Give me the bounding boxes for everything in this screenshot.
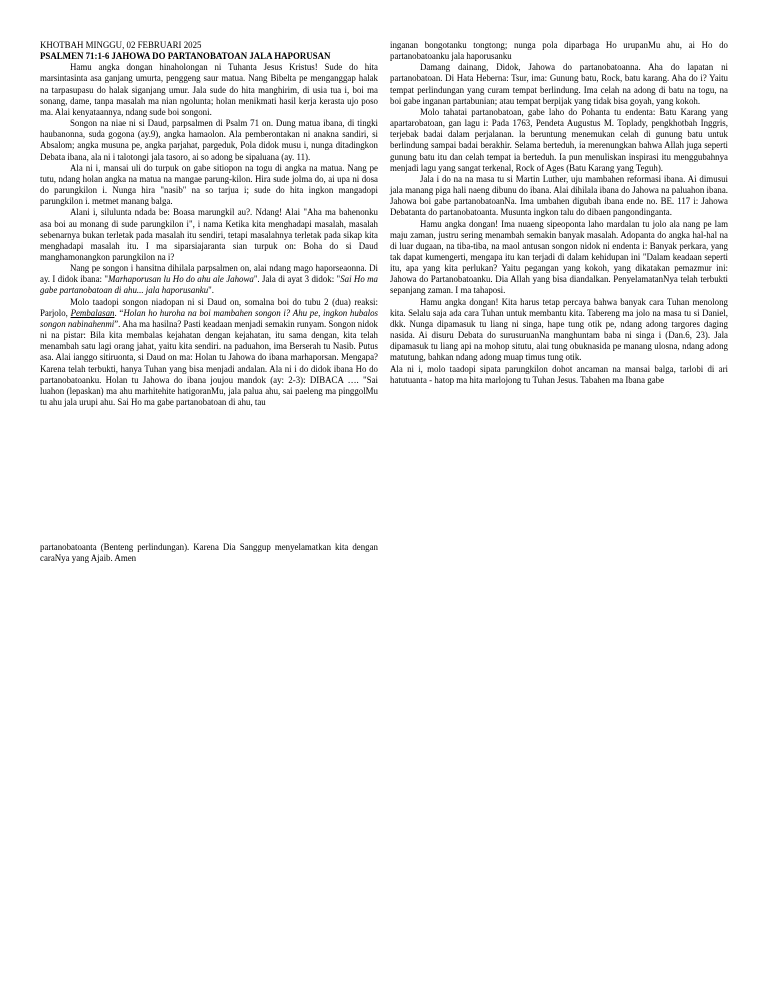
paragraph: Ala ni i, mansai uli do turpuk on gabe sitiopon na togu di angka na matua. Nang pe tutu, ndang holan angka na matua na mangae parung-kilon. Hira sude jolma do, ai upa ni dosa do parungkilon i. Nunga hira "nasib" na so tarjua i; sude do hita ingkon mangadopi parungkilon i. metmet manang balga. [40,162,378,207]
underlined-term: Pembalasan [70,307,115,318]
date-line: KHOTBAH MINGGU, 02 FEBRUARI 2025 [40,40,202,50]
quote-italic: Holan ho huroha na boi mambahen songon i? Ahu pe, ingkon hubalos songon nabinahenmi [40,307,379,329]
paragraph: Hamu angka dongan! Kita harus tetap percaya bahwa banyak cara Tuhan menolong kita. Selalu saja ada cara Tuhan untuk membantu kita. Tabereng ma jolo na masa tu si Daniel, dkk. Nunga dipamasuk tu liang ni singa, hape tung otik pe, ndang adong targores daging nasida. Ai disuru Debata do surusuruanNa manghuntam baba ni singa i (Dan.6, 23). Jala dipamasuk tu liang api na mohop situtu, alai tung obuknasida pe manang ulosna, ndang adong matutung, bahkan ndang adong muap timus tung otik. [390,296,728,363]
paragraph: Songon na niae ni si Daud, parpsalmen di Psalm 71 on. Dung matua ibana, di tingki haubanonna, suda gogona (ay.9), angka hamaolon. Ala pemberontakan ni anakna sandiri, si Absalom; angka musuna pe, angka parjahat, pargeduk, Pola didok musu i, nunga ditadingkon Debata ibana, ala ni i talotongi jala tasoro, ai so adong be sipaluana (ay. 11). [40,118,378,162]
paragraph: Damang dainang, Didok, Jahowa do partanobatoanna. Aha do lapatan ni partanobatoan. Di Hata Heberna: Tsur, ima: Gunung batu, Rock, batu karang. Aha do i? Yaitu tempat perlindungan yang curam tempat berlindung. Ima celah na adong di batu na togu, na boi gabe inganan partabunian; atau tempat berpijak yang tidak bisa goyah, yang kokoh. [390,62,728,106]
sermon-title: PSALMEN 71:1-6 JAHOWA DO PARTANOBATOAN JALA HAPORUSAN [40,51,331,62]
text-run: Molo taadopi songon niadopan ni si Daud on, somalna boi do tubu 2 (dua) reaksi: Parjolo, [40,296,378,318]
paragraph: inganan bongotanku tongtong; nunga pola diparbaga Ho urupanMu ahu, ai Ho do partanobatoanku jala haporusanku [390,40,728,62]
text-run: ”. Aha ma hasilna? Pasti keadaan menjadi semakin runyam. Songon nidok ni na pistar: Bila kita membalas kejahatan dengan kejahatan, itu sama dengan, kita telah menambah satu lagi orang jahat, yaitu kita sendiri. na paduahon, ima Berserah tu Nasib. Putus asa. Alai ianggo sitiruonta, si Daud on ma: Holan tu Jahowa do ibana marhaporsan. Mengapa? Karena telah terbukti, hanya Tuhan yang bisa menjadi andalan. Ala ni i do didok ibana Ho do partanobatoanku. Holan tu Jahowa do ibana joujou mandok (ay: 2-3): DIBACA …. "Sai luahon (lepaskan) ma ahu marhitehite hatigoranMu, jala palua ahu, sai paeleng ma pinggolMu tu ahu jala urupi ahu. Sai Ho ma gabe partanobatoan di ahu, tau [40,318,378,407]
right-column [390,40,728,386]
paragraph: Molo tahatai partanobatoan, gabe laho do Pohanta tu endenta: Batu Karang yang apartarobatoan, gan lagu i: Pada 1763, Pendeta Augustus M. Toplady, pengkhotbah Inggris, terjebak badai dalam perjalanan. la beruntung menemukan celah di gunung batu untuk berlindung sampai badai berakhir. Selama berteduh, ia merenungkan bahwa Allah juga seperti gunung batu itu dan celah tempat ia berteduh. Ia pun menuliskan inspirasi itu menggubahnya menjadi lagu yang sangat terkenal, Rock of Ages (Batu Karang yang Teguh). [390,106,728,173]
paragraph: Alani i, silulunta ndada be: Boasa marungkil au?. Ndang! Alai "Aha ma bahenonku asa boi au monang di sude parungkilon i", i nama Ketika kita menghadapi masalah, masalah sebenarnya bukan terletak pada masalah itu sendiri, tetapi masalahnya terletak pada sikap kita menghadapi masalah itu. I ma siparsiajaranta sian turpuk on: Boha do si Daud manghamonangkon parungkilon na i? [40,207,378,262]
paragraph: Hamu angka dongan hinaholongan ni Tuhanta Jesus Kristus! Sude do hita marsintasinta asa ganjang umurta, penggeng saur matua. Nang Bibelta pe menganggap halak na tarpasupasu do halak siganjang umur. Jala sude do hita manghirim, di usia tua i, boi ma sonang, dame, tanpa masalah ma nian ngolunta; holan menikmati hasil kerja kerasta ujo poso ma. Alai kenyataannya, ndang sude boi songoni. [40,62,378,117]
text-run: . “ [114,307,124,318]
paragraph [40,263,378,296]
left-column [40,40,378,408]
quote-italic: Marhaporusan lu Ho do ahu ale Jahowa [108,274,254,285]
paragraph: Ala ni i, molo taadopi sipata parungkilon dohot ancaman na mansai balga, tarlobi di ari hatutuanta - hatop ma hita marlojong tu Tuhan Jesus. Tabahen ma Ibana gabe [390,363,728,385]
text-run: Nang pe songon i hansitna dihilala parpsalmen on, alai ndang mago haporseaonna. Di ay. I didok ibana: " [40,263,378,285]
quote-italic: Sai Ho ma gabe partanobatoan di ahu... jala haporusanku [40,274,378,296]
paragraph: Hamu angka dongan! Ima nuaeng sipeoponta laho mardalan tu jolo ala nang pe lam maju zaman, justru sering menambah semakin banyak masalah. Adopanta do angka hal-hal na di luar dugaan, na tiba-tiba, na maol antusan songon nidok ni endenta i: Banyak perkara, yang tak dapat kumengerti, mengapa itu kan terjadi di dalam kehidupan ini "Dalam keadaan seperti itu, apa yang kita perlukan? Yaitu pegangan yang kokoh, yang dikatakan pemazmur ini: Jahowa do Partanobatoanku. Dia Allah yang bisa diandalkan. PenyelamatanNya telah terbukti sepanjang zaman. I ma tahaposi. [390,218,728,296]
paragraph [40,297,378,409]
closing-paragraph [40,542,378,564]
paragraph: partanobatoanta (Benteng perlindungan). Karena Dia Sanggup menyelamatkan kita dengan caraNya yang Ajaib. Amen [40,542,378,564]
text-run: ". [208,285,214,296]
text-run: ". Jala di ayat 3 didok: " [253,274,341,285]
paragraph: Jala i do na na masa tu si Martin Luther, uju mambahen reformasi ibana. Ai dimusui jala manang piga hali naeng dibunu do ibana. Alai dihilala ibana do Jahowa na paluahon ibana. Jahowa boi gabe partanobatoanNa. Ima umbahen digubah ibana ende no. BE. 117 i: Jahowa Debatanta do partanobatoanta. Musunta ingkon talu do dibaen pangondinganta. [390,173,728,218]
